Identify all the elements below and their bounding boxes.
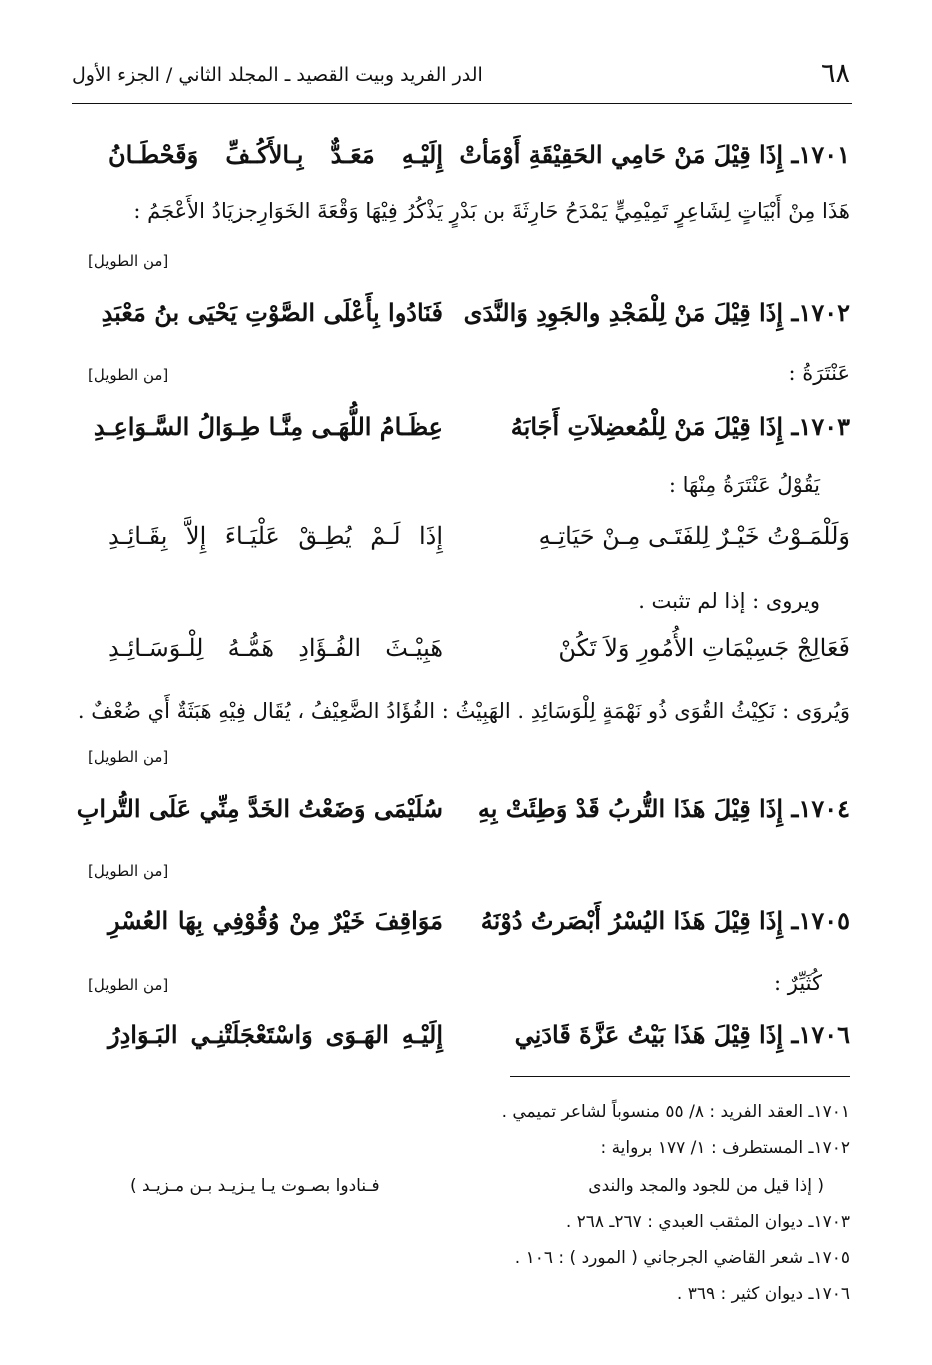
verse-1705 [0, 906, 932, 952]
commentary-line: يَقُوْلُ عَنْتَرَةُ مِنْهَا : [668, 473, 820, 497]
verse-first-hemistich: وَلَلْمَـوْتُ خَيْـرٌ لِلفَتَـى مِـنْ حَيَاتِـهِ [538, 522, 850, 550]
commentary-paragraph: هَذَا مِنْ أَبْيَاتٍ لِشَاعِرٍ تَمِيْمِيٍّ يَمْدَحُ حَارِثَةَ بن بَدْرٍ يَذْكُرُ فِيْهَا وَقْعَةَ الخَوَارِجزيَادُ الأَعْجَمُ : [133, 199, 850, 223]
verse-first-hemistich: ١٧٠٢ـ إِذَا قِيْلَ مَنْ لِلْمَجْدِ والجَوِدِ وَالنَّدَى [463, 298, 850, 327]
running-title: الدر الفريد وبيت القصيد ـ المجلد الثاني / الجزء الأول [72, 64, 483, 86]
meter-label: [من الطويل] [88, 252, 169, 270]
meter-label: [من الطويل] [88, 862, 169, 880]
verse-second-hemistich: فَنَادُوا بِأَعْلَى الصَّوْتِ يَحْيَى بنُ مَعْبَدِ [101, 298, 443, 327]
verse-second-hemistich: إِذَا لَـمْ يُطِـقْ عَلْيَـاءَ إِلاَّ بِقَـائِـدِ [108, 522, 443, 550]
footnote-rule [510, 1076, 850, 1077]
verse-second-hemistich: إِلَيْـهِ الهَـوَى وَاسْتَعْجَلَتْنِـي البَـوَادِرُ [108, 1020, 443, 1049]
poet-name: عَنْتَرَةُ : [788, 361, 850, 385]
footnote-1705: ١٧٠٥ـ شعر القاضي الجرجاني ( المورد ) : ١٠٦ . [514, 1248, 850, 1268]
verse-first-hemistich: ١٧٠٣ـ إِذَا قِيْلَ مَنْ لِلْمُعضِلاَتِ أَجَابَهُ [510, 412, 850, 441]
verse-second-hemistich: هَبِيْـثَ الفُـؤَادِ هَمُّـهُ لِلْـوَسَـائِـدِ [108, 634, 443, 662]
footnote-1701: ١٧٠١ـ العقد الفريد : ٨/ ٥٥ منسوباً لشاعر تميمي . [501, 1102, 850, 1122]
verse-second-hemistich: إِلَيْـهِ مَعَـدٌّ بِـالأَكُـفِّ وَقَحْطَـانُ [108, 140, 443, 169]
footnote-1702: ١٧٠٢ـ المستطرف : ١/ ١٧٧ برواية : [600, 1138, 850, 1158]
verse-1706 [0, 1020, 932, 1066]
verse-first-hemistich: ١٧٠١ـ إِذَا قِيْلَ مَنْ حَامِي الحَقِيْقَةِ أَوْمَأتْ [459, 140, 850, 169]
verse-second-hemistich: عِظَـامُ اللُّهَـى مِنَّـا طِـوَالُ السَّـوَاعِـدِ [93, 412, 443, 441]
verse-first-hemistich: ١٧٠٤ـ إِذَا قِيْلَ هَذَا التُّربُ قَدْ وَطِئَتْ بِهِ [477, 794, 850, 823]
footnote-quote-second: فـنادوا بصـوت يـا يـزيـد بـن مـزيـد ) [130, 1176, 380, 1196]
verse-1702 [0, 298, 932, 344]
verse-first-hemistich: ١٧٠٦ـ إِذَا قِيْلَ هَذَا بَيْتُ عَزَّةَ قَادَنِي [514, 1020, 850, 1049]
verse-first-hemistich: فَعَالِجْ جَسِيْمَاتِ الأُمُورِ وَلاَ تَكُنْ [558, 634, 850, 662]
footnote-1703: ١٧٠٣ـ ديوان المثقب العبدي : ٢٦٧ـ ٢٦٨ . [565, 1212, 850, 1232]
verse-first-hemistich: ١٧٠٥ـ إِذَا قِيْلَ هَذَا اليُسْرُ أَبْصَرتُ دُوْنَهُ [480, 906, 850, 935]
meter-label: [من الطويل] [88, 976, 169, 994]
verse-1704 [0, 794, 932, 840]
variant-reading: ويروى : إذا لم تثبت . [638, 589, 820, 613]
meter-label: [من الطويل] [88, 366, 169, 384]
header-rule [72, 103, 852, 104]
verse-1703-c [0, 634, 932, 680]
verse-1703-b [0, 522, 932, 568]
footnote-1706: ١٧٠٦ـ ديوان كثير : ٣٦٩ . [676, 1284, 850, 1304]
poet-name: كُثَيِّرٌ : [773, 971, 822, 995]
page-number: ٦٨ [820, 58, 850, 89]
commentary-paragraph: وَيُروَى : نَكِيْثُ القُوَى ذُو نَهْمَةٍ لِلْوَسَائِدِ . الهَبِيْثُ : الفُؤَادُ الضَّعِيْفُ ، يُقَال فِيْهِ هَبَثَةٌ أَي ضُعْفٌ . [77, 699, 850, 723]
verse-second-hemistich: سُلَيْمَى وَضَعْتُ الخَدَّ مِنِّي عَلَى التُّرابِ [76, 794, 443, 823]
verse-second-hemistich: مَوَاقِفَ خَيْرٌ مِنْ وُقُوْفِي بِهَا العُسْرِ [108, 906, 443, 935]
page-header [72, 58, 850, 98]
verse-1703 [0, 412, 932, 458]
footnote-quote-first: ( إذا قيل من للجود والمجد والندى [588, 1176, 824, 1196]
meter-label: [من الطويل] [88, 748, 169, 766]
verse-1701 [0, 140, 932, 186]
